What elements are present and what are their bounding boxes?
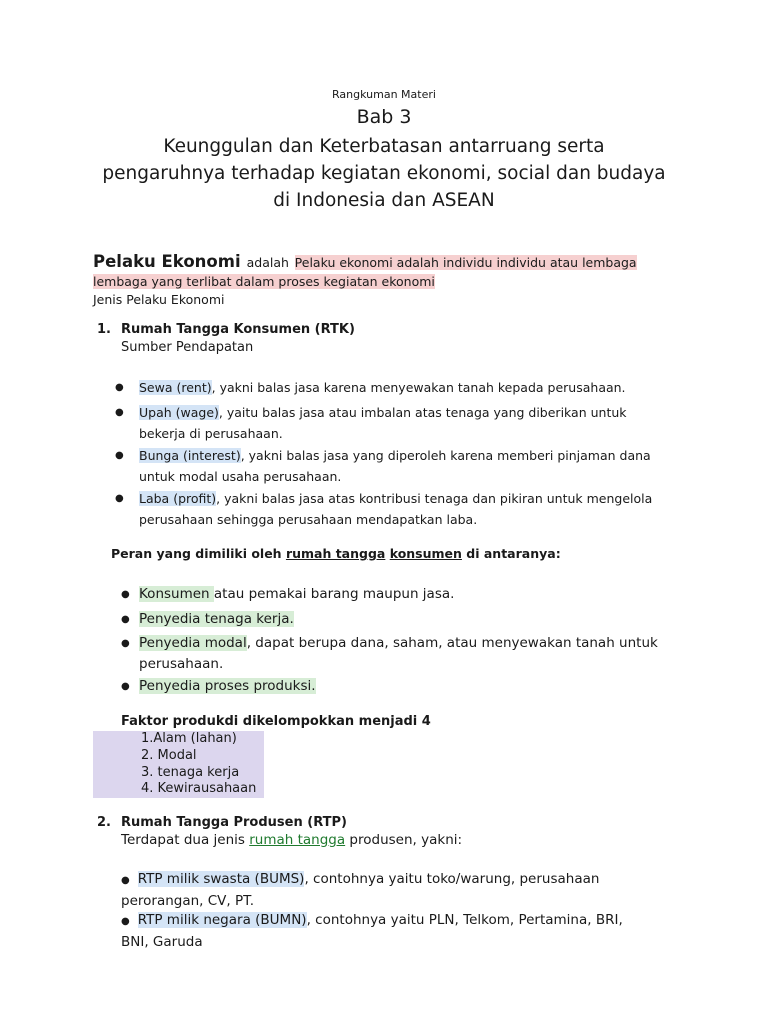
faktor-item-1: 1.Alam (lahan)	[141, 731, 237, 746]
chapter-title	[0, 133, 768, 214]
section-2-number: 2.	[97, 815, 111, 830]
intro-part2: produsen, yakni:	[345, 832, 463, 848]
bullet-icon: ●	[121, 614, 130, 625]
chapter-title-line-3: di Indonesia dan ASEAN	[273, 190, 495, 211]
income-term: Upah (wage)	[139, 405, 219, 420]
bullet-icon: ●	[121, 638, 130, 649]
rtp-desc: , contohnya yaitu PLN, Telkom, Pertamina, BRI,	[306, 912, 623, 928]
list-item-role-1	[121, 584, 455, 605]
faktor-heading: Faktor produkdi dikelompokkan menjadi 4	[121, 714, 431, 729]
role-desc: , dapat berupa dana, saham, atau menyewakan tanah untuk	[246, 635, 658, 651]
role-desc: atau pemakai barang maupun jasa.	[213, 586, 455, 602]
list-item-role-2	[121, 609, 294, 630]
bullet-icon: ●	[115, 450, 124, 461]
summary-label: Rangkuman Materi	[332, 88, 436, 101]
roles-heading-part1: Peran yang dimiliki oleh	[111, 546, 286, 561]
bullet-icon: ●	[115, 407, 124, 418]
rtp-desc-cont: perorangan, CV, PT.	[121, 893, 255, 909]
section-2-title: Rumah Tangga Produsen (RTP)	[121, 815, 347, 830]
role-term: Penyedia tenaga kerja.	[139, 611, 294, 627]
list-item-role-3	[121, 633, 658, 675]
roles-heading	[111, 546, 561, 561]
rtp-term: RTP milik swasta (BUMS)	[137, 871, 305, 887]
bullet-icon: ●	[121, 681, 130, 692]
bullet-icon: ●	[115, 382, 124, 393]
bullet-icon: ●	[121, 875, 130, 886]
faktor-item-3: 3. tenaga kerja	[141, 765, 240, 780]
income-term: Bunga (interest)	[139, 448, 241, 463]
rtp-term: RTP milik negara (BUMN)	[137, 912, 307, 928]
bullet-icon: ●	[121, 916, 130, 927]
chapter-title-line-2: pengaruhnya terhadap kegiatan ekonomi, social dan budaya	[102, 163, 666, 184]
pelaku-ekonomi-term: Pelaku Ekonomi	[93, 252, 241, 271]
list-item-income-3	[115, 445, 651, 487]
list-item-rtp-2	[121, 910, 623, 952]
bullet-icon: ●	[115, 493, 124, 504]
chapter-number: Bab 3	[356, 106, 412, 128]
section-1-title: Rumah Tangga Konsumen (RTK)	[121, 322, 355, 337]
income-desc: , yakni balas jasa yang diperoleh karena memberi pinjaman dana	[240, 448, 651, 463]
bullet-icon: ●	[121, 589, 130, 600]
income-term: Laba (profit)	[139, 491, 217, 506]
faktor-item-4: 4. Kewirausahaan	[141, 781, 257, 796]
definition-line-2-row	[93, 274, 435, 289]
income-desc: , yakni balas jasa atas kontribusi tenaga dan pikiran untuk mengelola	[216, 491, 653, 506]
pelaku-ekonomi-heading	[93, 252, 637, 271]
rtp-desc: , contohnya yaitu toko/warung, perusahaan	[304, 871, 600, 887]
konsumen-underlined: konsumen	[389, 546, 462, 561]
list-item-income-1	[115, 377, 626, 398]
definition-line-2: lembaga yang terlibat dalam proses kegiatan ekonomi	[93, 274, 435, 289]
income-term: Sewa (rent)	[139, 380, 212, 395]
section-2-intro	[121, 832, 462, 848]
rumah-tangga-underlined: rumah tangga	[285, 546, 386, 561]
list-item-income-2	[115, 402, 627, 444]
section-1-number: 1.	[97, 322, 111, 337]
role-term: Penyedia proses produksi.	[139, 678, 316, 694]
chapter-title-line-1: Keunggulan dan Keterbatasan antarruang serta	[163, 136, 605, 157]
role-term: Konsumen	[139, 586, 214, 602]
income-desc-cont: perusahaan sehingga perusahaan mendapatkan laba.	[139, 512, 478, 527]
rtp-desc-cont: BNI, Garuda	[121, 934, 203, 950]
intro-part1: Terdapat dua jenis	[121, 832, 250, 848]
income-desc-cont: untuk modal usaha perusahaan.	[139, 469, 342, 484]
definition-line-1: Pelaku ekonomi adalah individu individu atau lembaga	[294, 255, 637, 270]
income-desc: , yakni balas jasa karena menyewakan tanah kepada perusahaan.	[211, 380, 626, 395]
role-desc-cont: perusahaan.	[139, 656, 224, 672]
section-1-subtitle: Sumber Pendapatan	[121, 340, 254, 355]
role-term: Penyedia modal	[139, 635, 247, 651]
income-desc-cont: bekerja di perusahaan.	[139, 426, 283, 441]
faktor-item-2: 2. Modal	[141, 748, 197, 763]
roles-heading-part2: di antaranya:	[461, 546, 561, 561]
list-item-income-4	[115, 488, 653, 530]
list-item-role-4	[121, 676, 316, 697]
adalah-text: adalah	[246, 255, 289, 270]
list-item-rtp-1	[121, 869, 599, 911]
rumah-tangga-link[interactable]: rumah tangga	[249, 832, 346, 848]
income-desc: , yaitu balas jasa atau imbalan atas tenaga yang diberikan untuk	[218, 405, 627, 420]
jenis-pelaku-label: Jenis Pelaku Ekonomi	[93, 292, 225, 307]
